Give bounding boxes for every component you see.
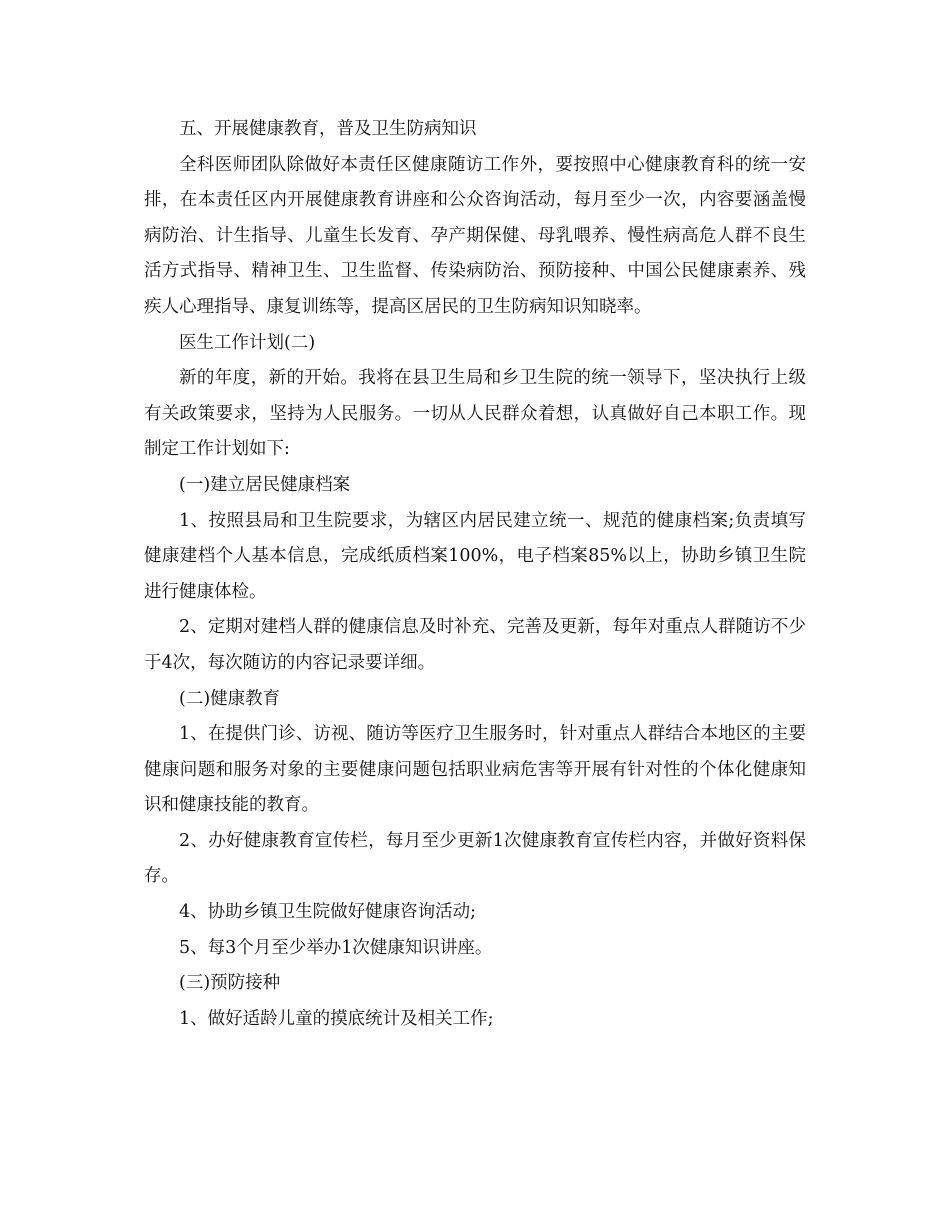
body-paragraph: 1、在提供门诊、访视、随访等医疗卫生服务时，针对重点人群结合本地区的主要健康问题和服务对象的主要健康问题包括职业病危害等开展有针对性的个体化健康知识和健康技能的教育。	[144, 724, 806, 816]
body-paragraph: 1、做好适龄儿童的摸底统计及相关工作;	[179, 1008, 494, 1029]
document-title: 医生工作计划(二)	[179, 332, 316, 353]
section-heading: (二)健康教育	[179, 688, 281, 709]
document-body	[144, 112, 806, 1037]
body-paragraph: 1、按照县局和卫生院要求，为辖区内居民建立统一、规范的健康档案;负责填写健康建档个人基本信息，完成纸质档案100%，电子档案85%以上，协助乡镇卫生院进行健康体检。	[144, 510, 806, 602]
body-paragraph: 全科医师团队除做好本责任区健康随访工作外，要按照中心健康教育科的统一安排，在本责任区内开展健康教育讲座和公众咨询活动，每月至少一次，内容要涵盖慢病防治、计生指导、儿童生长发育、孕产期保健、母乳喂养、慢性病高危人群不良生活方式指导、精神卫生、卫生监督、传染病防治、预防接种、中国公民健康素养、残疾人心理指导、康复训练等，提高区居民的卫生防病知识知晓率。	[144, 154, 806, 317]
section-heading: (一)建立居民健康档案	[179, 474, 351, 495]
section-heading: (三)预防接种	[179, 973, 281, 994]
body-paragraph: 5、每3个月至少举办1次健康知识讲座。	[179, 937, 493, 958]
section-heading: 五、开展健康教育，普及卫生防病知识	[179, 119, 477, 139]
body-paragraph: 2、办好健康教育宣传栏，每月至少更新1次健康教育宣传栏内容，并做好资料保存。	[144, 830, 806, 887]
body-paragraph: 4、协助乡镇卫生院做好健康咨询活动;	[179, 902, 477, 923]
body-paragraph: 2、定期对建档人群的健康信息及时补充、完善及更新，每年对重点人群随访不少于4次，每次随访的内容记录要详细。	[144, 617, 806, 673]
body-paragraph: 新的年度，新的开始。我将在县卫生局和乡卫生院的统一领导下，坚决执行上级有关政策要求，坚持为人民服务。一切从人民群众着想，认真做好自己本职工作。现制定工作计划如下:	[144, 368, 806, 460]
